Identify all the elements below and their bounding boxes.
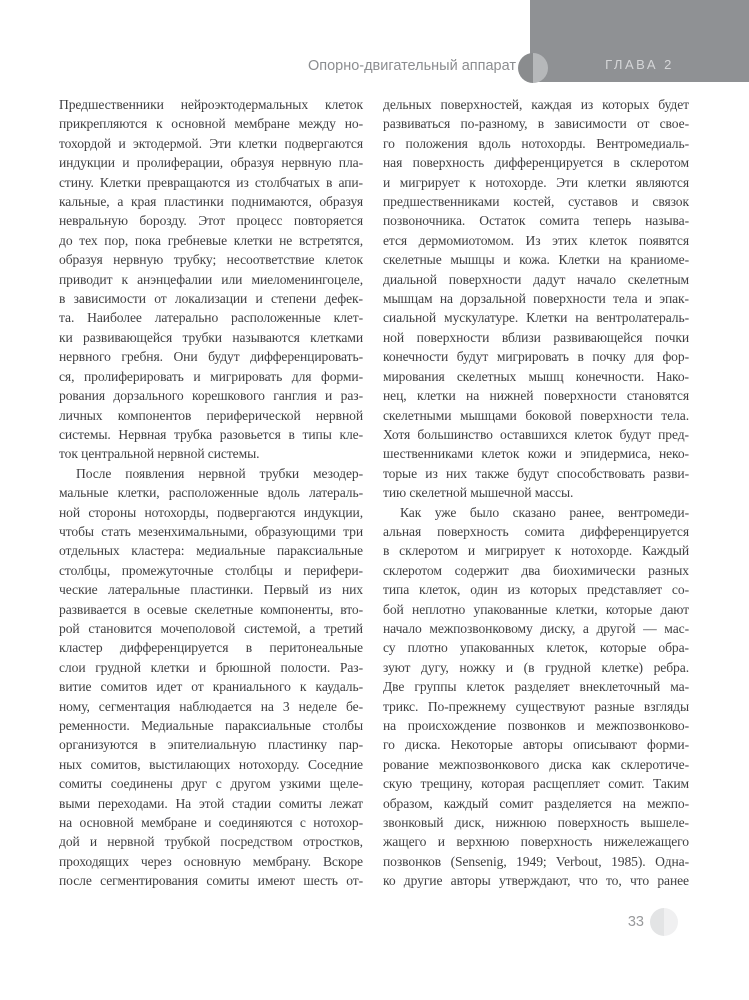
running-title: Опорно-двигательный аппарат — [307, 58, 516, 74]
text-line: рование межпозвонкового диска как склеротиче- — [383, 756, 689, 772]
text-line: мышцам на дорзальной поверхности тела и эпак- — [383, 291, 689, 307]
text-line: витие сомитов идет от краниального к каудаль- — [59, 679, 363, 695]
text-line: тию скелетной мышечной массы. — [383, 485, 574, 501]
text-line: мальные клетки, расположенные вдоль латераль- — [59, 485, 363, 501]
text-line: стину. Клетки превращаются из столбчатых в апи- — [59, 174, 363, 190]
text-line: дой и нервной трубкой посредством отростков, — [59, 834, 363, 850]
text-line: та. Наиболее латерально расположенные клет- — [59, 310, 363, 326]
text-line: Две группы клеток разделяет внеклеточный ма- — [383, 679, 689, 695]
text-line: организуются в эпителиальную пластинку пар- — [59, 737, 363, 753]
text-line: альная поверхность сомита дифференцируется — [383, 523, 689, 539]
text-column-left — [59, 95, 363, 891]
text-line: ся, пролиферировать и мигрировать для форми- — [59, 368, 363, 384]
text-line: нец, клетки на нижней поверхности становятся — [383, 388, 689, 404]
text-line: рования дорзального корешкового ганглия и раз- — [59, 388, 363, 404]
text-line: отдельных кластера: медиальные параксиальные — [59, 543, 363, 559]
text-line: ко другие авторы утверждают, что то, что ранее — [383, 873, 689, 889]
text-line: невральную борозду. Этот процесс повторяется — [59, 213, 363, 229]
text-line: на основной мембране и соединяются с нотохор- — [59, 815, 363, 831]
text-line: го диска. Некоторые авторы описывают форми- — [383, 737, 689, 753]
text-line: столбцы, промежуточные столбцы и перифери- — [59, 562, 363, 578]
text-column-right — [383, 95, 689, 891]
text-line: до тех пор, пока гребневые клетки не встретятся, — [59, 232, 363, 248]
text-line: в зависимости от локализации и степени дефек- — [59, 291, 363, 307]
text-line: позвонков (Sensenig, 1949; Verbout, 1985). Одна- — [383, 853, 689, 869]
text-line: трикс. По-прежнему существуют разные взгляды — [383, 698, 689, 714]
text-line: развивается в осевые скелетные компоненты, вто- — [59, 601, 363, 617]
text-line: чтобы стать мезенхимальными, образующими три — [59, 523, 363, 539]
text-line: ной стороны нотохорды, подвергаются индукции, — [59, 504, 363, 520]
text-line: проходящих через основную мембрану. Вскоре — [59, 853, 363, 869]
text-line: прикрепляются к основной мембране между но- — [59, 116, 363, 132]
text-line: зуют дугу, ножку и (в грудной клетке) ребра. — [383, 659, 689, 675]
chapter-banner — [530, 0, 749, 82]
text-line: диальной поверхности дадут начало скелетным — [383, 271, 689, 287]
text-line: скелетными мышцами боковой поверхности тела. — [383, 407, 689, 423]
text-line: на происхождение позвонков и межпозвонково- — [383, 718, 689, 733]
text-line: мирования скелетных мышц конечности. Нако- — [383, 368, 689, 384]
text-line: звонковый диск, нижнюю поверхность вышеле- — [383, 815, 689, 831]
text-line: го положения вдоль нотохорды. Вентромедиаль- — [383, 135, 689, 151]
text-line: ческие латеральные пластинки. Первый из них — [59, 582, 363, 598]
text-line: ной поверхности вблизи развивающейся почки — [383, 329, 689, 345]
text-line: системы. Нервная трубка разовьется в типы кле- — [59, 426, 363, 442]
text-line: кластер дифференцируется в перитонеальные — [59, 640, 363, 656]
text-line: сомиты соединены друг с другом узкими щеле- — [59, 776, 363, 792]
text-line: бой неплотно упакованные клетки, которые дают — [383, 601, 689, 617]
text-line: позвоночника. Остаток сомита теперь называ- — [383, 213, 689, 229]
text-line: шественниками клеток кожи и эпидермиса, неко- — [383, 446, 689, 462]
page-number: 33 — [627, 914, 644, 930]
text-line: После появления нервной трубки мезодер- — [76, 465, 363, 481]
text-line: кальные, а края пластинки поднимаются, образуя — [59, 194, 363, 210]
text-line: ная поверхность дифференцируется в склеротом — [383, 155, 689, 171]
text-line: ному, сегментация наблюдается на 3 неделе бе- — [59, 698, 363, 714]
chapter-label: ГЛАВА 2 — [605, 57, 674, 72]
text-line: Предшественники нейроэктодермальных клеток — [59, 97, 363, 112]
text-line: Как уже было сказано ранее, вентромеди- — [400, 504, 689, 520]
text-line: тохордой и эктодермой. Эти клетки подвергаются — [59, 135, 363, 151]
text-line: личных компонентов периферической нервной — [59, 407, 363, 423]
text-line: ток центральной нервной системы. — [59, 446, 260, 462]
text-line: ременности. Медиальные параксиальные столбы — [59, 718, 363, 733]
text-line: после сегментирования сомиты имеют шесть от- — [59, 873, 363, 889]
text-line: развиваться по-разному, в зависимости от свое- — [383, 116, 689, 132]
text-line: образом, каждый сомит разделяется на межпо- — [383, 795, 689, 811]
text-line: и мигрирует к нотохорде. Эти клетки являются — [383, 174, 689, 190]
text-line: рой становится мочеполовой системой, а третий — [59, 620, 363, 636]
text-line: слои грудной клетки и брюшной полости. Раз- — [59, 659, 363, 675]
text-line: приводит к анэнцефалии или миеломенингоцеле, — [59, 271, 363, 287]
text-line: ных сомитов, выстилающих нотохорду. Соседние — [59, 756, 363, 772]
text-line: скелетные мышцы и кожа. Клетки на краниоме- — [383, 252, 689, 268]
text-line: Хотя большинство оставшихся клеток будут пред- — [383, 426, 689, 442]
text-line: торые из них также будут способствовать разви- — [383, 465, 689, 481]
text-line: ки развивающейся трубки называются клетками — [59, 329, 363, 345]
text-line: в склеротом и мигрирует к нотохорде. Каждый — [383, 543, 689, 559]
text-line: дельных поверхностей, каждая из которых будет — [383, 97, 689, 112]
text-line: сиальной мускулатуре. Клетки на вентролатераль- — [383, 310, 689, 326]
text-line: жащего и верхнюю поверхность нижележащего — [383, 834, 689, 850]
text-line: начало межпозвонковому диску, а другой — мас- — [383, 620, 689, 636]
text-line: су плотно упакованных клеток, которые обра- — [383, 640, 689, 656]
text-line: склеротом содержит два биохимически разных — [383, 562, 689, 578]
text-line: конечности будут мигрировать в почку для фор- — [383, 349, 689, 365]
header-halfcircle-icon — [518, 53, 548, 83]
text-line: ется дермомиотомом. Из этих клеток появятся — [383, 232, 689, 248]
text-line: индукции и пролиферации, образуя нервную пла- — [59, 155, 363, 171]
text-line: выми переходами. На этой стадии сомиты лежат — [59, 795, 363, 811]
footer-halfcircle-icon — [650, 908, 678, 936]
text-line: нервного гребня. Они будут дифференцировать- — [59, 349, 363, 365]
text-line: типа клеток, один из которых представляет со- — [383, 582, 689, 598]
text-line: образуя нервную трубку; несоответствие клеток — [59, 252, 363, 268]
text-line: предшественниками костей, суставов и связок — [383, 194, 689, 210]
text-line: скую трещину, которая расщепляет сомит. Таким — [383, 776, 689, 792]
